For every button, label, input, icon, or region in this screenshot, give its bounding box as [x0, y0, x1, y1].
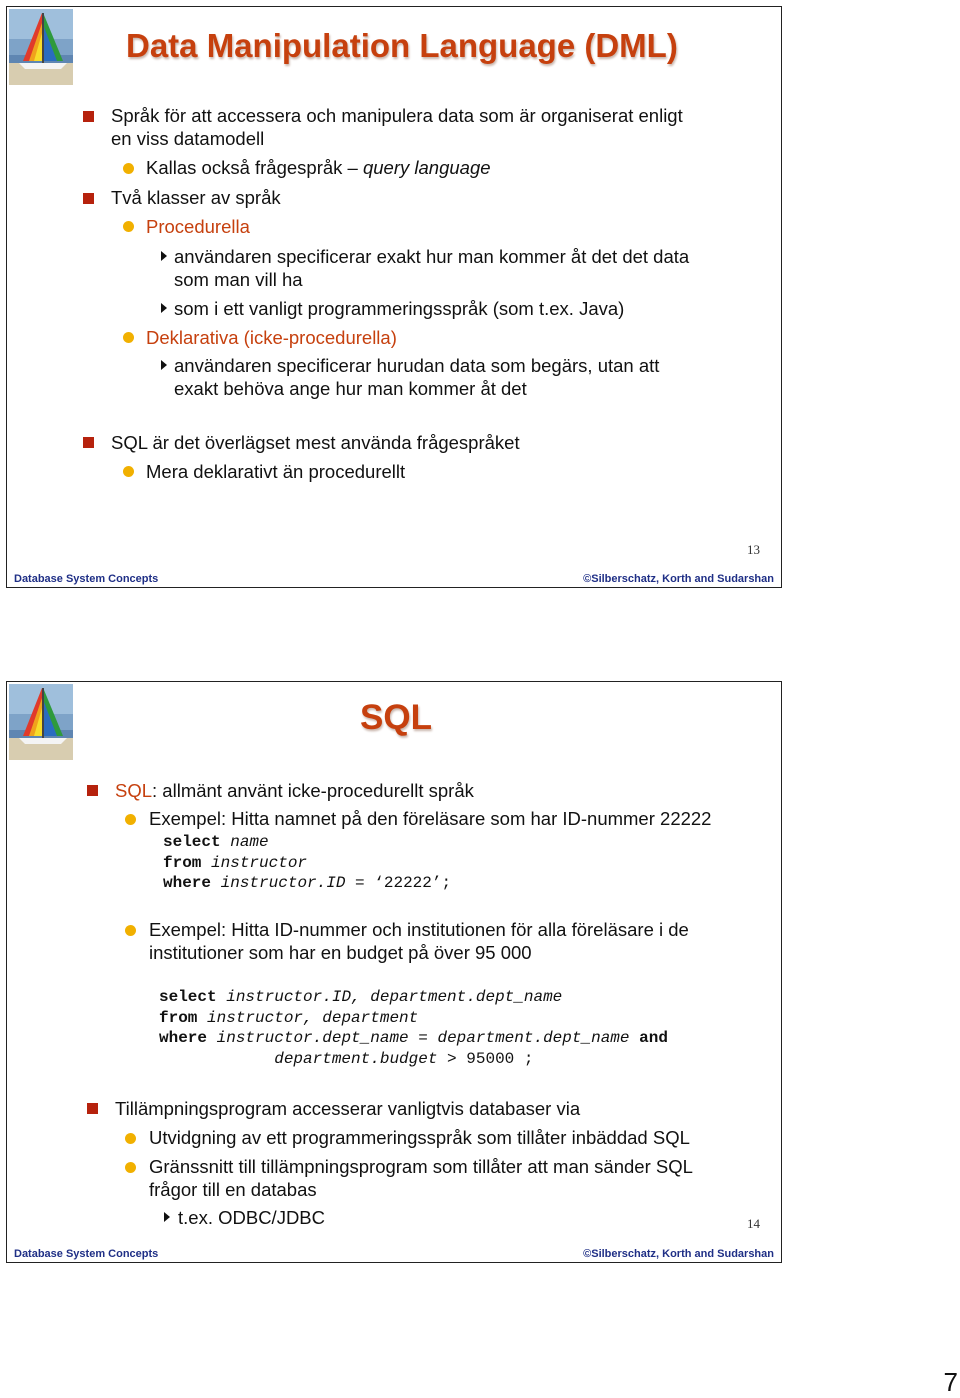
third-level-text: användaren specificerar exakt hur man kommer åt det det data — [174, 246, 690, 267]
sub-bullet-text: Utvidgning av ett programmeringsspråk som tillåter inbäddad SQL — [149, 1127, 690, 1148]
triangle-bullet-icon — [161, 303, 167, 313]
sub-bullet-text-continued: frågor till en databas — [149, 1179, 317, 1200]
sub-bullet-text-plain: Kallas också frågespråk – — [146, 157, 363, 178]
square-bullet-icon — [83, 193, 94, 204]
footer-copyright: ©Silberschatz, Korth and Sudarshan — [583, 573, 774, 585]
round-bullet-icon — [125, 925, 136, 936]
keyword-where: where — [163, 874, 212, 892]
sub-bullet-heading: Procedurella — [146, 216, 250, 237]
code-value: instructor, department — [207, 1008, 419, 1027]
sailboat-logo-icon — [9, 684, 73, 760]
round-bullet-icon — [123, 221, 134, 232]
square-bullet-icon — [87, 785, 98, 796]
slide-title: Data Manipulation Language (DML) — [126, 27, 678, 64]
triangle-bullet-icon — [161, 360, 167, 370]
square-bullet-icon — [87, 1103, 98, 1114]
code-value: instructor.ID, department.dept_name — [226, 988, 563, 1006]
third-level-text-continued: som man vill ha — [174, 269, 303, 290]
third-level-text: t.ex. ODBC/JDBC — [178, 1207, 325, 1228]
sailboat-logo-icon — [9, 9, 73, 85]
page-number: 14 — [747, 1216, 760, 1231]
code-value: department.budget — [274, 1049, 438, 1068]
sub-bullet-text: Exempel: Hitta namnet på den föreläsare som har ID-nummer 22222 — [149, 808, 712, 829]
page-number: 13 — [747, 542, 760, 557]
round-bullet-icon — [123, 332, 134, 343]
keyword-from: from — [163, 853, 202, 872]
bullet-text: Språk för att accessera och manipulera data som är organiserat enligt — [111, 105, 683, 126]
code-value: > 95000 ; — [437, 1049, 534, 1068]
round-bullet-icon — [125, 1162, 136, 1173]
sub-bullet-text — [146, 156, 491, 179]
sub-bullet-text-continued: institutioner som har en budget på över 95 000 — [149, 942, 532, 963]
sub-bullet-text-italic: query language — [362, 157, 491, 178]
keyword-from: from — [159, 1008, 198, 1027]
code-value: name — [230, 833, 269, 851]
bullet-text: SQL är det överlägset mest använda frågespråket — [111, 432, 520, 453]
keyword-select: select — [163, 833, 221, 851]
round-bullet-icon — [123, 163, 134, 174]
keyword-and: and — [639, 1029, 668, 1047]
sql-code-block-2 — [159, 987, 668, 1069]
bullet-text — [115, 779, 474, 802]
sub-bullet-text: Exempel: Hitta ID-nummer och institutionen för alla föreläsare i de — [149, 919, 689, 940]
footer-left: Database System Concepts — [14, 573, 159, 585]
bullet-text-continued: en viss datamodell — [111, 128, 265, 149]
sub-bullet-text: Gränssnitt till tillämpningsprogram som tillåter att man sänder SQL — [149, 1156, 693, 1177]
sql-code-block-1 — [163, 832, 451, 894]
slide-13 — [6, 6, 782, 588]
keyword-select: select — [159, 988, 217, 1006]
triangle-bullet-icon — [164, 1212, 170, 1222]
footer-copyright: ©Silberschatz, Korth and Sudarshan — [583, 1248, 774, 1260]
keyword-where: where — [159, 1029, 208, 1047]
bullet-text: Tillämpningsprogram accesserar vanligtvis databaser via — [115, 1098, 581, 1119]
code-value: = ‘22222’; — [345, 874, 452, 892]
sub-bullet-text: Mera deklarativt än procedurellt — [146, 461, 406, 482]
third-level-text: som i ett vanligt programmeringsspråk (som t.ex. Java) — [174, 298, 625, 319]
third-level-text-continued: exakt behöva ange hur man kommer åt det — [174, 378, 527, 399]
square-bullet-icon — [83, 111, 94, 122]
document-page-number: 7 — [943, 1367, 958, 1397]
round-bullet-icon — [123, 466, 134, 477]
round-bullet-icon — [125, 1133, 136, 1144]
code-value: instructor — [211, 853, 308, 872]
footer-left: Database System Concepts — [14, 1248, 159, 1260]
bullet-text-rest: : allmänt använt icke-procedurellt språk — [152, 780, 474, 801]
third-level-text: användaren specificerar hurudan data som begärs, utan att — [174, 355, 660, 376]
code-value: instructor.ID — [220, 874, 346, 892]
code-value: instructor.dept_name = department.dept_name — [216, 1029, 630, 1047]
slide-title: SQL — [360, 698, 432, 737]
sql-highlight: SQL — [115, 780, 153, 801]
square-bullet-icon — [83, 437, 94, 448]
sub-bullet-heading: Deklarativa (icke-procedurella) — [146, 327, 397, 348]
round-bullet-icon — [125, 814, 136, 825]
bullet-text: Två klasser av språk — [111, 187, 281, 208]
slide-14 — [6, 681, 782, 1263]
triangle-bullet-icon — [161, 251, 167, 261]
